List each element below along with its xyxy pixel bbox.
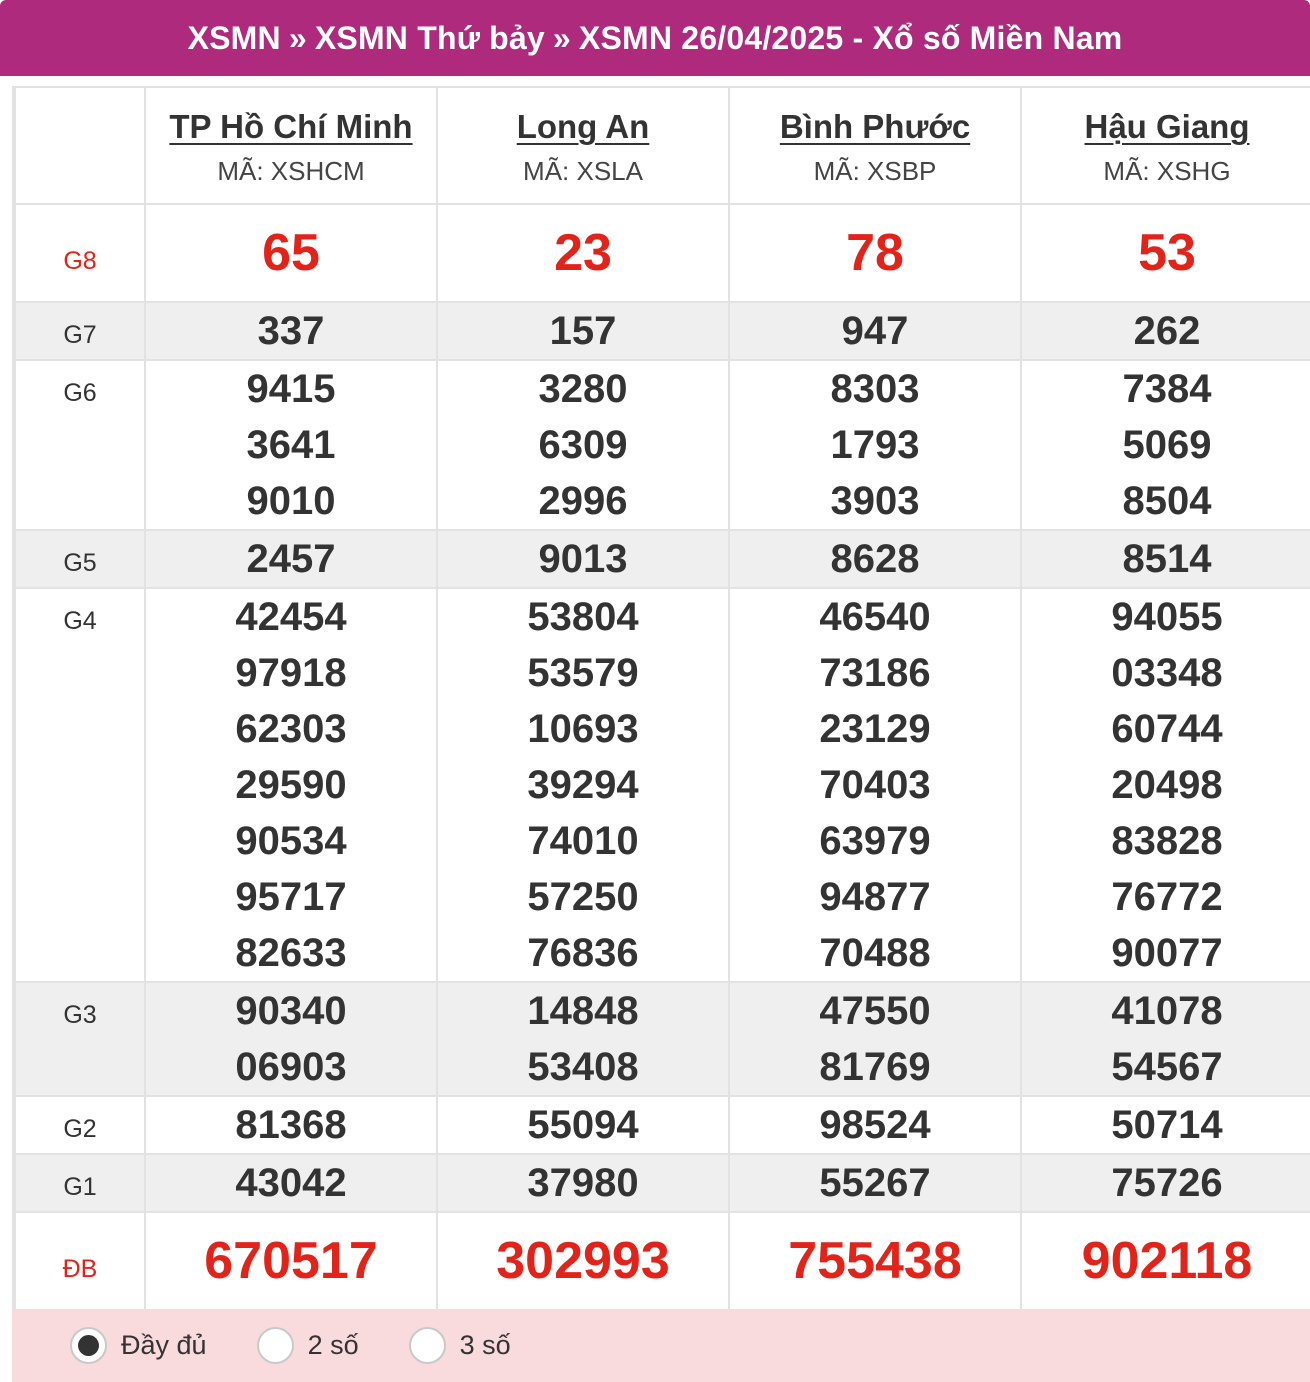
breadcrumb-xsmn[interactable]: XSMN (187, 19, 281, 56)
prize-number: 14848 (527, 989, 639, 1033)
breadcrumb-xsmn-saturday[interactable]: XSMN Thứ bảy (314, 19, 545, 56)
prize-number: 3280 (538, 367, 628, 411)
prize-cell (437, 1154, 729, 1212)
prize-cell (1021, 360, 1310, 530)
prize-number: 670517 (204, 1232, 378, 1290)
prize-row-g2 (15, 1096, 1310, 1154)
option-3-digits[interactable] (409, 1327, 511, 1364)
prize-cell (145, 530, 437, 588)
option-label: Đầy đủ (121, 1330, 207, 1360)
prize-label: G2 (15, 1096, 145, 1154)
prize-label: ĐB (15, 1212, 145, 1310)
breadcrumb-separator: » (288, 19, 307, 56)
prize-row-g4 (15, 588, 1310, 982)
prize-number: 03348 (1111, 651, 1223, 695)
prize-row-g3 (15, 982, 1310, 1096)
prize-number: 53 (1138, 224, 1196, 282)
prize-number: 29590 (235, 763, 347, 807)
prize-number: 70488 (819, 931, 931, 975)
prize-number: 2996 (538, 479, 628, 523)
prize-cell (729, 588, 1021, 982)
prize-number: 97918 (235, 651, 347, 695)
prize-number: 37980 (527, 1161, 639, 1205)
display-options-bar (12, 1309, 1310, 1382)
province-link-long-an[interactable]: Long An (516, 107, 650, 145)
prize-cell (145, 1096, 437, 1154)
prize-cell (1021, 204, 1310, 302)
province-header (145, 87, 437, 204)
prize-number: 57250 (527, 875, 639, 919)
prize-number: 755438 (788, 1232, 962, 1290)
prize-cell (729, 530, 1021, 588)
prize-label: G6 (15, 360, 145, 530)
prize-row-g6 (15, 360, 1310, 530)
prize-label: G3 (15, 982, 145, 1096)
prize-number: 9010 (246, 479, 336, 523)
province-code: MÃ: XSHCM (217, 155, 365, 186)
province-code: MÃ: XSBP (813, 155, 937, 186)
radio-empty-icon[interactable] (257, 1327, 294, 1364)
prize-cell (729, 1154, 1021, 1212)
prize-number: 95717 (235, 875, 347, 919)
prize-cell (145, 1212, 437, 1310)
province-code: MÃ: XSLA (523, 155, 643, 186)
prize-number: 10693 (527, 707, 639, 751)
prize-cell (437, 302, 729, 360)
prize-label: G7 (15, 302, 145, 360)
prize-number: 55267 (819, 1161, 931, 1205)
prize-number: 98524 (819, 1103, 931, 1147)
province-header (729, 87, 1021, 204)
prize-number: 65 (262, 224, 320, 282)
page-header (0, 0, 1310, 76)
prize-number: 90077 (1111, 931, 1223, 975)
prize-number: 76772 (1111, 875, 1223, 919)
prize-number: 157 (549, 309, 617, 353)
prize-cell (729, 1096, 1021, 1154)
prize-cell (1021, 1154, 1310, 1212)
prize-row-g8 (15, 204, 1310, 302)
province-link-binh-phuoc[interactable]: Bình Phước (779, 107, 971, 145)
prize-number: 53804 (527, 595, 639, 639)
prize-cell (437, 360, 729, 530)
prize-number: 947 (841, 309, 909, 353)
prize-row-g7 (15, 302, 1310, 360)
prize-number: 8504 (1122, 479, 1212, 523)
prize-label: G1 (15, 1154, 145, 1212)
option-label: 3 số (459, 1330, 511, 1360)
corner-cell (15, 87, 145, 204)
prize-number: 74010 (527, 819, 639, 863)
prize-cell (1021, 1212, 1310, 1310)
prize-number: 41078 (1111, 989, 1223, 1033)
radio-selected-icon[interactable] (70, 1327, 107, 1364)
prize-cell (729, 302, 1021, 360)
province-header-row (15, 87, 1310, 204)
prize-number: 06903 (235, 1045, 347, 1089)
prize-number: 60744 (1111, 707, 1223, 751)
prize-cell (145, 982, 437, 1096)
prize-number: 2457 (246, 537, 336, 581)
prize-cell (729, 1212, 1021, 1310)
prize-number: 47550 (819, 989, 931, 1033)
prize-number: 82633 (235, 931, 347, 975)
prize-cell (437, 982, 729, 1096)
prize-number: 90534 (235, 819, 347, 863)
province-link-hau-giang[interactable]: Hậu Giang (1084, 107, 1250, 145)
prize-cell (1021, 982, 1310, 1096)
prize-cell (437, 530, 729, 588)
prize-number: 50714 (1111, 1103, 1223, 1147)
prize-number: 63979 (819, 819, 931, 863)
province-header (437, 87, 729, 204)
prize-row-g1 (15, 1154, 1310, 1212)
prize-number: 902118 (1081, 1232, 1253, 1290)
prize-cell (145, 302, 437, 360)
prize-number: 39294 (527, 763, 639, 807)
prize-number: 9013 (538, 537, 628, 581)
prize-number: 55094 (527, 1103, 639, 1147)
prize-cell (1021, 588, 1310, 982)
results-table (14, 86, 1310, 1311)
prize-number: 62303 (235, 707, 347, 751)
prize-cell (437, 1096, 729, 1154)
prize-number: 75726 (1111, 1161, 1223, 1205)
option-2-digits[interactable] (257, 1327, 359, 1364)
prize-number: 20498 (1111, 763, 1223, 807)
prize-cell (145, 588, 437, 982)
province-code: MÃ: XSHG (1103, 155, 1231, 186)
option-full[interactable] (70, 1327, 207, 1364)
prize-number: 7384 (1122, 367, 1212, 411)
radio-empty-icon[interactable] (409, 1327, 446, 1364)
prize-number: 5069 (1122, 423, 1212, 467)
prize-cell (145, 1154, 437, 1212)
option-label: 2 số (307, 1330, 359, 1360)
prize-number: 1793 (830, 423, 920, 467)
prize-number: 262 (1133, 309, 1201, 353)
prize-number: 54567 (1111, 1045, 1223, 1089)
prize-cell (1021, 530, 1310, 588)
prize-number: 81368 (235, 1103, 347, 1147)
prize-number: 46540 (819, 595, 931, 639)
prize-number: 8628 (830, 537, 920, 581)
prize-cell (145, 204, 437, 302)
prize-cell (437, 588, 729, 982)
prize-number: 81769 (819, 1045, 931, 1089)
prize-number: 90340 (235, 989, 347, 1033)
prize-number: 53579 (527, 651, 639, 695)
prize-number: 6309 (538, 423, 628, 467)
prize-number: 302993 (496, 1232, 670, 1290)
prize-number: 23 (554, 224, 612, 282)
results-table-wrapper (12, 86, 1310, 1311)
province-link-hcm[interactable]: TP Hồ Chí Minh (169, 107, 413, 145)
prize-number: 94877 (819, 875, 931, 919)
prize-number: 78 (846, 224, 904, 282)
prize-row-db (15, 1212, 1310, 1310)
prize-label: G8 (15, 204, 145, 302)
prize-cell (145, 360, 437, 530)
page-title: XSMN 26/04/2025 - Xổ số Miền Nam (578, 19, 1123, 56)
prize-number: 70403 (819, 763, 931, 807)
prize-number: 42454 (235, 595, 347, 639)
prize-row-g5 (15, 530, 1310, 588)
prize-number: 94055 (1111, 595, 1223, 639)
prize-cell (437, 1212, 729, 1310)
prize-cell (1021, 302, 1310, 360)
prize-number: 73186 (819, 651, 931, 695)
prize-number: 3903 (830, 479, 920, 523)
prize-number: 337 (257, 309, 325, 353)
prize-number: 53408 (527, 1045, 639, 1089)
prize-cell (729, 982, 1021, 1096)
prize-cell (729, 360, 1021, 530)
prize-cell (437, 204, 729, 302)
prize-number: 8303 (830, 367, 920, 411)
province-header (1021, 87, 1310, 204)
prize-cell (729, 204, 1021, 302)
prize-number: 9415 (246, 367, 336, 411)
prize-number: 76836 (527, 931, 639, 975)
prize-cell (1021, 1096, 1310, 1154)
prize-number: 23129 (819, 707, 931, 751)
prize-number: 83828 (1111, 819, 1223, 863)
prize-number: 8514 (1122, 537, 1212, 581)
prize-label: G5 (15, 530, 145, 588)
breadcrumb-separator: » (552, 19, 571, 56)
prize-number: 3641 (246, 423, 336, 467)
prize-label: G4 (15, 588, 145, 982)
prize-number: 43042 (235, 1161, 347, 1205)
